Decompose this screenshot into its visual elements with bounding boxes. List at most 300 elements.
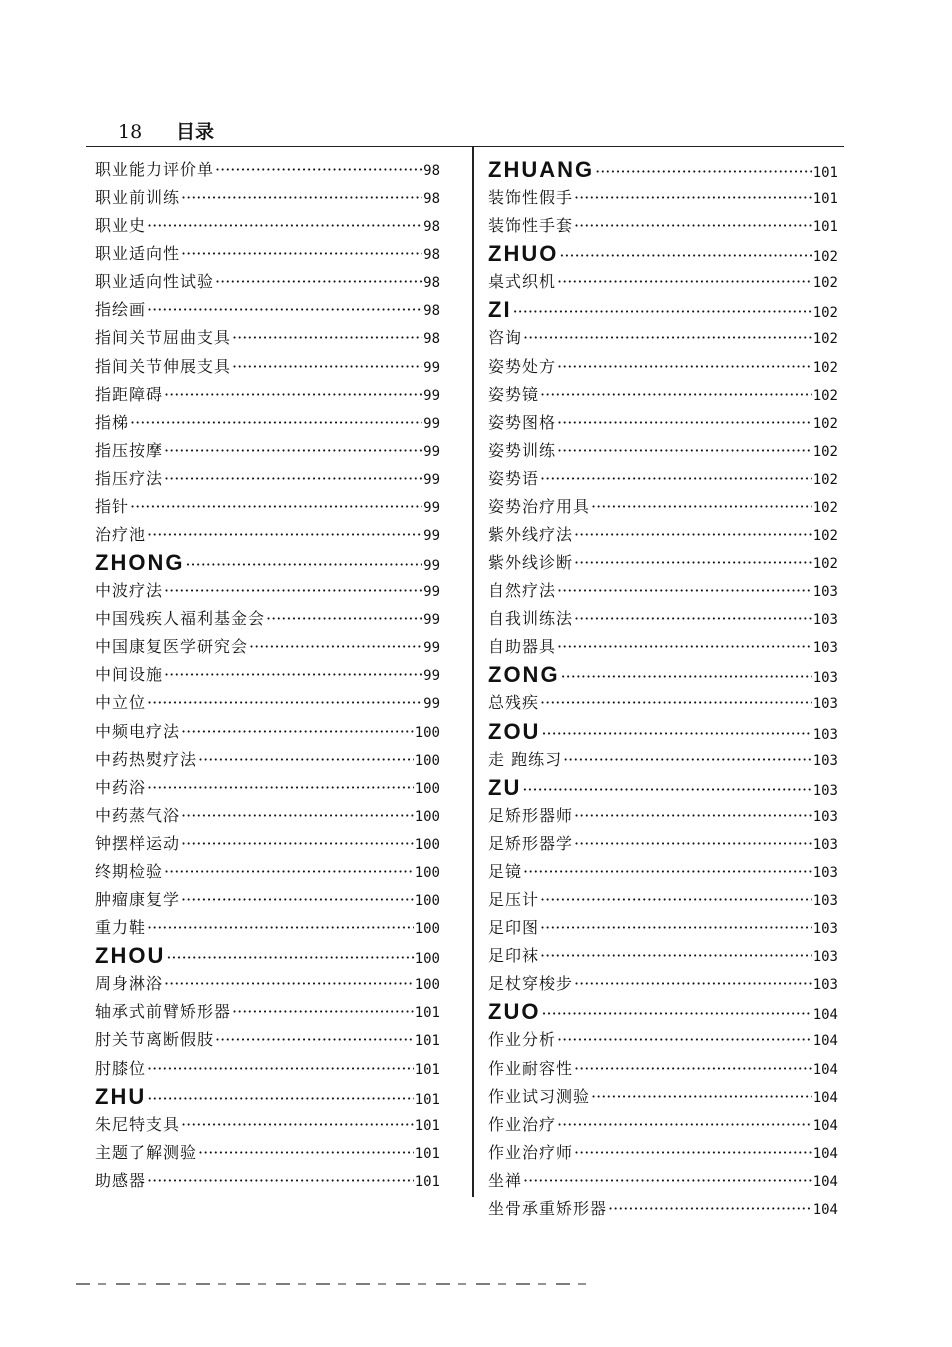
dot-leader [591, 497, 812, 516]
dot-leader [181, 834, 414, 853]
toc-page-number: 100 [414, 864, 440, 881]
toc-entry [95, 241, 440, 269]
toc-page-number: 104 [812, 1061, 838, 1078]
toc-term: 足镜 [488, 861, 523, 881]
toc-entry [488, 354, 838, 382]
toc-term: 终期检验 [95, 861, 164, 881]
toc-term: 桌式织机 [488, 272, 557, 292]
dot-leader [523, 1171, 812, 1190]
toc-term: ZU [488, 774, 522, 800]
toc-entry [488, 690, 838, 718]
toc-entry [95, 1140, 440, 1168]
toc-entry [95, 690, 440, 718]
toc-entry [95, 634, 440, 662]
toc-term: 重力鞋 [95, 918, 147, 938]
toc-entry [95, 382, 440, 410]
toc-page-number: 101 [414, 1091, 440, 1108]
toc-section-heading [488, 662, 838, 690]
dot-leader [557, 637, 812, 656]
dot-leader [232, 328, 422, 347]
toc-term: ZHUANG [488, 157, 595, 182]
toc-term: 职业能力评价单 [95, 160, 215, 179]
toc-page-number: 103 [812, 836, 838, 853]
toc-term: ZHOU [95, 943, 166, 969]
toc-entry [488, 494, 838, 522]
toc-entry [488, 1140, 838, 1168]
toc-page-number: 103 [812, 612, 838, 629]
toc-entry [488, 1112, 838, 1140]
toc-term: 坐禅 [488, 1170, 523, 1190]
toc-page-number: 103 [812, 782, 838, 799]
toc-term: 职业适向性 [95, 244, 181, 264]
toc-term: 指压疗法 [95, 468, 164, 488]
toc-page-number: 100 [414, 808, 440, 825]
dot-leader [541, 1004, 811, 1023]
toc-page-number: 100 [414, 752, 440, 769]
toc-entry [95, 662, 440, 690]
toc-page-number: 103 [812, 696, 838, 713]
toc-entry [95, 1112, 440, 1140]
toc-term: 中药热熨疗法 [95, 749, 198, 769]
toc-entry [488, 438, 838, 466]
dot-leader [608, 1199, 812, 1218]
toc-entry [95, 1027, 440, 1055]
toc-page-number: 99 [423, 443, 440, 460]
toc-entry [488, 747, 838, 775]
toc-page-number: 104 [812, 1033, 838, 1050]
toc-term: 作业耐容性 [488, 1058, 574, 1078]
dot-leader [232, 1002, 414, 1021]
toc-entry [488, 578, 838, 606]
toc-page-number: 101 [414, 1005, 440, 1022]
dot-leader [166, 948, 413, 967]
dot-leader [540, 693, 812, 712]
dot-leader [232, 357, 422, 376]
toc-term: 装饰性假手 [488, 188, 574, 208]
dot-leader [147, 300, 422, 319]
toc-entry [488, 831, 838, 859]
toc-term: 周身淋浴 [95, 974, 164, 994]
toc-section-heading [488, 999, 838, 1027]
dot-leader [541, 724, 811, 743]
toc-page-number: 102 [812, 331, 838, 348]
toc-entry [488, 410, 838, 438]
dot-leader [513, 302, 812, 321]
toc-page-number: 98 [423, 275, 440, 292]
dot-leader [595, 162, 812, 181]
dot-leader [574, 553, 812, 572]
dot-leader [522, 780, 811, 799]
toc-page-number: 102 [812, 275, 838, 292]
toc-page-number: 104 [812, 1007, 838, 1024]
toc-term: 中频电疗法 [95, 721, 181, 741]
toc-page-number: 102 [812, 359, 838, 376]
toc-term: 指针 [95, 496, 130, 516]
scan-artifact-line [76, 1283, 596, 1285]
toc-term: ZOU [488, 718, 541, 744]
toc-page-number: 100 [414, 724, 440, 741]
toc-entry [488, 1027, 838, 1055]
dot-leader [523, 862, 812, 881]
toc-entry [488, 1196, 838, 1224]
toc-term: 职业史 [95, 216, 147, 236]
dot-leader [574, 1143, 812, 1162]
toc-page-number: 101 [414, 1033, 440, 1050]
toc-term: 轴承式前臂矫形器 [95, 1002, 232, 1022]
toc-term: 姿势语 [488, 468, 540, 488]
dot-leader [147, 778, 414, 797]
toc-page-number: 100 [414, 921, 440, 938]
dot-leader [574, 806, 812, 825]
toc-page-number: 103 [812, 893, 838, 910]
toc-term: 足印图 [488, 918, 540, 938]
toc-entry [488, 466, 838, 494]
dot-leader [557, 581, 812, 600]
toc-term: 姿势训练 [488, 440, 557, 460]
dot-leader [198, 1143, 414, 1162]
toc-term: 装饰性手套 [488, 216, 574, 236]
toc-page-number: 103 [812, 864, 838, 881]
page-number: 18 [118, 121, 143, 143]
dot-leader [147, 1171, 414, 1190]
toc-entry [488, 1056, 838, 1084]
toc-section-heading [95, 943, 440, 971]
dot-leader [164, 665, 422, 684]
dot-leader [574, 216, 812, 235]
toc-term: ZHU [95, 1083, 147, 1109]
page-title: 目录 [176, 121, 215, 143]
toc-page-number: 101 [414, 1061, 440, 1078]
toc-entry [95, 297, 440, 325]
toc-term: 指梯 [95, 412, 130, 432]
toc-entry [95, 269, 440, 297]
toc-page-number: 99 [423, 640, 440, 657]
toc-term: 中药蒸气浴 [95, 805, 181, 825]
toc-page-number: 101 [812, 219, 838, 236]
toc-entry [95, 354, 440, 382]
toc-page-number: 103 [812, 752, 838, 769]
toc-term: 足矫形器学 [488, 833, 574, 853]
toc-term: 中国残疾人福利基金会 [95, 609, 266, 629]
toc-page-number: 100 [414, 951, 440, 968]
dot-leader [130, 413, 422, 432]
toc-entry [95, 213, 440, 241]
toc-entry [488, 522, 838, 550]
toc-right-column [488, 157, 838, 1224]
toc-term: 姿势图格 [488, 412, 557, 432]
page-header [118, 117, 214, 144]
dot-leader [181, 244, 422, 263]
toc-term: 姿势处方 [488, 356, 557, 376]
toc-entry [95, 719, 440, 747]
dot-leader [198, 750, 414, 769]
dot-leader [164, 385, 422, 404]
toc-term: 指绘画 [95, 300, 147, 320]
toc-entry [488, 550, 838, 578]
dot-leader [164, 469, 422, 488]
toc-term: 治疗池 [95, 525, 147, 545]
toc-entry [488, 887, 838, 915]
toc-page-number: 104 [812, 1173, 838, 1190]
toc-entry [488, 915, 838, 943]
toc-entry [95, 887, 440, 915]
toc-entry [488, 634, 838, 662]
toc-page-number: 103 [812, 921, 838, 938]
toc-entry [488, 971, 838, 999]
dot-leader [185, 555, 422, 574]
dot-leader [557, 1030, 812, 1049]
dot-leader [164, 441, 422, 460]
toc-entry [95, 803, 440, 831]
toc-term: 肿瘤康复学 [95, 890, 181, 910]
toc-page-number: 100 [414, 893, 440, 910]
dot-leader [574, 974, 812, 993]
dot-leader [181, 1115, 414, 1134]
toc-page-number: 101 [414, 1145, 440, 1162]
toc-section-heading [488, 297, 838, 325]
toc-page-number: 103 [812, 670, 838, 687]
toc-entry [95, 859, 440, 887]
toc-term: ZHONG [95, 550, 185, 576]
toc-entry [95, 915, 440, 943]
toc-term: 自然疗法 [488, 581, 557, 601]
dot-leader [147, 693, 422, 712]
toc-page-number: 103 [812, 640, 838, 657]
toc-term: 肘膝位 [95, 1058, 147, 1078]
toc-page-number: 102 [812, 249, 838, 266]
toc-page-number: 99 [423, 471, 440, 488]
toc-term: 紫外线疗法 [488, 525, 574, 545]
toc-entry [95, 410, 440, 438]
toc-term: 自我训练法 [488, 609, 574, 629]
toc-page-number: 101 [414, 1117, 440, 1134]
toc-page-number: 99 [423, 387, 440, 404]
dot-leader [181, 722, 414, 741]
toc-term: 作业治疗 [488, 1114, 557, 1134]
toc-term: 咨询 [488, 328, 523, 348]
toc-page-number: 103 [812, 584, 838, 601]
toc-page-number: 100 [414, 836, 440, 853]
toc-term: ZONG [488, 662, 560, 688]
toc-page-number: 99 [423, 499, 440, 516]
toc-term: 钟摆样运动 [95, 833, 181, 853]
toc-term: 总残疾 [488, 693, 540, 713]
toc-entry [95, 999, 440, 1027]
toc-page-number: 102 [812, 443, 838, 460]
toc-page-number: 99 [423, 584, 440, 601]
toc-term: 指间关节伸展支具 [95, 356, 232, 376]
toc-entry [95, 522, 440, 550]
dot-leader [147, 918, 414, 937]
toc-page-number: 99 [423, 696, 440, 713]
toc-section-heading [95, 1084, 440, 1112]
toc-term: 足杖穿梭步 [488, 974, 574, 994]
toc-section-heading [488, 157, 838, 185]
dot-leader [266, 609, 422, 628]
dot-leader [574, 188, 812, 207]
toc-page-number: 98 [423, 247, 440, 264]
toc-term: 职业前训练 [95, 188, 181, 208]
dot-leader [557, 1115, 812, 1134]
toc-term: ZHUO [488, 241, 559, 267]
toc-entry [488, 269, 838, 297]
toc-term: 主题了解测验 [95, 1142, 198, 1162]
toc-entry [488, 213, 838, 241]
toc-page-number: 99 [423, 612, 440, 629]
toc-term: 自助器具 [488, 637, 557, 657]
toc-term: 作业治疗师 [488, 1142, 574, 1162]
toc-term: 职业适向性试验 [95, 272, 215, 292]
toc-page-number: 103 [812, 977, 838, 994]
toc-term: 中间设施 [95, 665, 164, 685]
dot-leader [181, 890, 414, 909]
toc-page-number: 101 [812, 191, 838, 208]
toc-entry [95, 438, 440, 466]
toc-term: 指距障碍 [95, 384, 164, 404]
toc-page-number: 102 [812, 499, 838, 516]
dot-leader [574, 834, 812, 853]
toc-term: 紫外线诊断 [488, 553, 574, 573]
toc-page-number: 99 [423, 415, 440, 432]
toc-page-number: 102 [812, 528, 838, 545]
toc-term: 助感器 [95, 1170, 147, 1190]
toc-page-number: 103 [812, 949, 838, 966]
toc-term: ZI [488, 297, 512, 323]
toc-entry [488, 185, 838, 213]
toc-term: 中波疗法 [95, 581, 164, 601]
toc-entry [95, 157, 440, 185]
dot-leader [591, 1087, 812, 1106]
toc-page-number: 99 [423, 558, 440, 575]
dot-leader [181, 806, 414, 825]
toc-page-number: 99 [423, 528, 440, 545]
dot-leader [181, 188, 422, 207]
toc-entry [95, 606, 440, 634]
toc-page-number: 98 [423, 191, 440, 208]
toc-term: 足印袜 [488, 946, 540, 966]
dot-leader [540, 918, 812, 937]
toc-term: ZUO [488, 999, 541, 1025]
toc-section-heading [488, 775, 838, 803]
toc-page-number: 104 [812, 1117, 838, 1134]
toc-entry [95, 325, 440, 353]
toc-page-number: 104 [812, 1145, 838, 1162]
toc-term: 姿势镜 [488, 384, 540, 404]
toc-page-number: 99 [423, 359, 440, 376]
dot-leader [563, 750, 812, 769]
toc-term: 坐骨承重矫形器 [488, 1198, 608, 1218]
toc-term: 中立位 [95, 693, 147, 713]
toc-entry [95, 775, 440, 803]
dot-leader [574, 609, 812, 628]
dot-leader [215, 1030, 414, 1049]
toc-page-number: 98 [423, 303, 440, 320]
toc-entry [95, 578, 440, 606]
toc-entry [95, 971, 440, 999]
toc-section-heading [95, 550, 440, 578]
toc-term: 肘关节离断假肢 [95, 1030, 215, 1050]
toc-page-number: 101 [414, 1173, 440, 1190]
dot-leader [147, 525, 422, 544]
dot-leader [540, 890, 812, 909]
dot-leader [249, 637, 422, 656]
toc-entry [488, 1084, 838, 1112]
toc-page-number: 103 [812, 808, 838, 825]
toc-term: 作业分析 [488, 1030, 557, 1050]
toc-page-number: 102 [812, 305, 838, 322]
toc-page-number: 104 [812, 1201, 838, 1218]
toc-entry [95, 1168, 440, 1196]
dot-leader [574, 1059, 812, 1078]
dot-leader [557, 413, 812, 432]
toc-page-number: 102 [812, 556, 838, 573]
dot-leader [147, 1089, 413, 1108]
toc-entry [488, 943, 838, 971]
toc-page-number: 102 [812, 471, 838, 488]
toc-term: 中国康复医学研究会 [95, 637, 249, 657]
header-rule [86, 146, 844, 147]
toc-page-number: 100 [414, 780, 440, 797]
toc-term: 足矫形器师 [488, 805, 574, 825]
column-divider [472, 147, 474, 1197]
toc-entry [488, 859, 838, 887]
toc-entry [488, 606, 838, 634]
dot-leader [561, 667, 812, 686]
dot-leader [540, 469, 812, 488]
dot-leader [164, 581, 422, 600]
toc-page-number: 100 [414, 977, 440, 994]
toc-entry [488, 325, 838, 353]
dot-leader [559, 246, 811, 265]
toc-term: 走 跑练习 [488, 749, 563, 769]
toc-entry [488, 803, 838, 831]
toc-page-number: 99 [423, 668, 440, 685]
dot-leader [540, 946, 812, 965]
toc-entry [488, 1168, 838, 1196]
toc-term: 足压计 [488, 890, 540, 910]
toc-page-number: 102 [812, 387, 838, 404]
dot-leader [540, 385, 812, 404]
toc-entry [488, 382, 838, 410]
toc-page-number: 98 [423, 331, 440, 348]
toc-entry [95, 466, 440, 494]
dot-leader [557, 272, 812, 291]
dot-leader [557, 441, 812, 460]
dot-leader [130, 497, 422, 516]
toc-section-heading [488, 241, 838, 269]
dot-leader [523, 328, 812, 347]
toc-entry [95, 185, 440, 213]
toc-term: 作业试习测验 [488, 1086, 591, 1106]
toc-page-number: 104 [812, 1089, 838, 1106]
toc-section-heading [488, 719, 838, 747]
dot-leader [215, 160, 422, 179]
dot-leader [147, 216, 422, 235]
dot-leader [147, 1059, 414, 1078]
toc-page-number: 98 [423, 163, 440, 179]
toc-term: 朱尼特支具 [95, 1114, 181, 1134]
toc-term: 姿势治疗用具 [488, 496, 591, 516]
dot-leader [215, 272, 422, 291]
toc-page-number: 101 [812, 165, 838, 181]
toc-entry [95, 494, 440, 522]
toc-page-number: 103 [812, 726, 838, 743]
toc-entry [95, 831, 440, 859]
toc-entry [95, 747, 440, 775]
toc-page-number: 102 [812, 415, 838, 432]
toc-left-column [95, 157, 440, 1196]
dot-leader [164, 974, 414, 993]
